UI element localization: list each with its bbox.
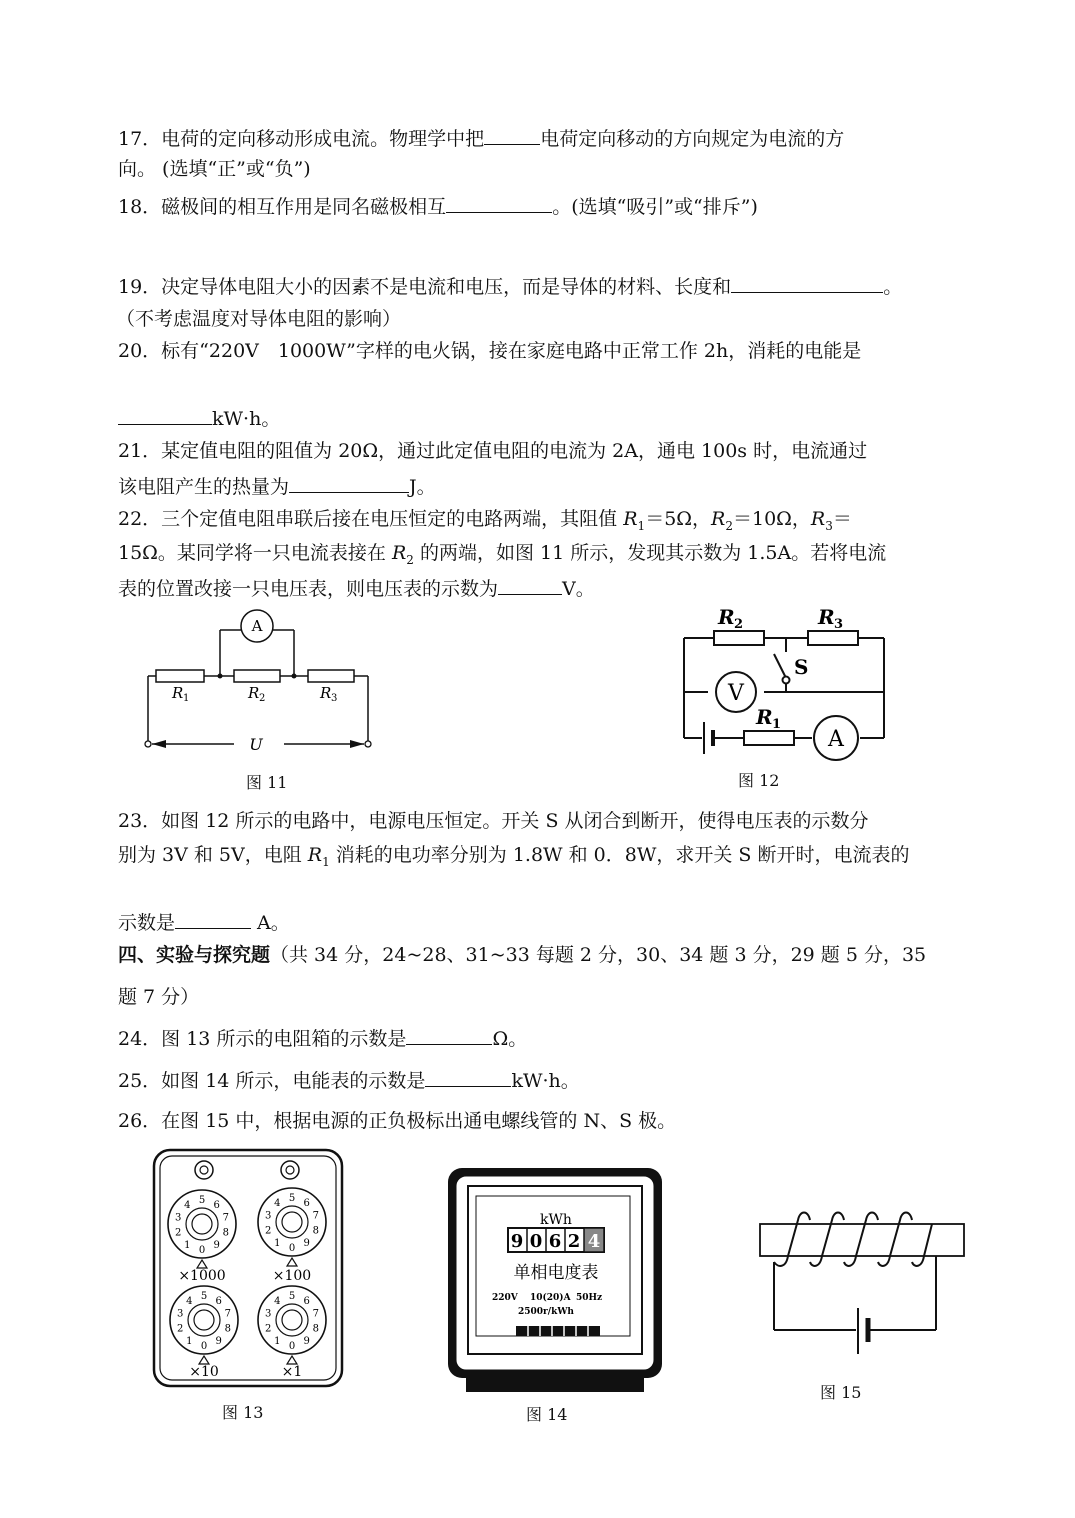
- q21-line2: 该电阻产生的热量为 J。: [118, 472, 436, 500]
- figure-12-circuit: [682, 602, 892, 762]
- figure-15-solenoid: [756, 1206, 976, 1376]
- fig13-dial-digit: 6: [303, 1197, 310, 1209]
- q21-blank[interactable]: [289, 472, 409, 493]
- figure-13-resistance-box: [152, 1148, 352, 1388]
- q18-blank[interactable]: [446, 192, 552, 213]
- q17-blank[interactable]: [484, 124, 540, 145]
- fig13-dial-digit: 7: [222, 1212, 229, 1224]
- fig13-dial-digit: 7: [312, 1308, 319, 1320]
- q19-line1: 19．决定导体电阻大小的因素不是电流和电压，而是导体的材料、长度和 。: [118, 272, 902, 300]
- fig13-dial-digit: 5: [198, 1195, 206, 1206]
- fig13-dial-digit: 4: [186, 1295, 193, 1307]
- figure-15-caption: 图 15: [820, 1383, 862, 1402]
- svg-text:V: V: [728, 681, 744, 706]
- svg-text:单相电度表: 单相电度表: [513, 1263, 599, 1283]
- fig13-dial-digit: 2: [177, 1323, 184, 1335]
- svg-text:A: A: [828, 727, 844, 752]
- fig13-dial-digit: 4: [274, 1197, 281, 1209]
- fig13-dial-digit: 1: [274, 1238, 281, 1250]
- fig13-dial-digit: 9: [303, 1238, 310, 1250]
- fig13-dial-digit: 0: [288, 1243, 296, 1254]
- svg-text:9: 9: [510, 1231, 524, 1252]
- figure-12-caption: 图 12: [738, 771, 780, 790]
- fig13-dial-digit: 3: [265, 1308, 272, 1320]
- fig13-dial-digit: 0: [200, 1341, 208, 1352]
- fig13-dial-digit: 6: [215, 1295, 222, 1307]
- figure-14-energy-meter: [446, 1166, 666, 1396]
- fig13-dial-digit: 5: [200, 1291, 208, 1302]
- q22-blank[interactable]: [498, 574, 562, 595]
- svg-text:3: 3: [834, 617, 844, 632]
- fig13-dial-digit: 8: [312, 1323, 319, 1335]
- svg-text:R: R: [172, 684, 184, 702]
- q22-line2: 15Ω。某同学将一只电流表接在 $R_2$ 的两端，如图 11 所示，发现其示数为 1.5A。若将电流: [118, 542, 887, 567]
- fig13-dial-digit: 5: [288, 1291, 296, 1302]
- svg-text:U: U: [249, 735, 263, 754]
- fig13-dial-digit: 5: [288, 1193, 296, 1204]
- fig13-dial-digit: 7: [312, 1210, 319, 1222]
- fig11-r1-resistor: [156, 670, 204, 682]
- fig12-r1-resistor: [744, 731, 794, 745]
- fig13-dial-digit: 3: [175, 1212, 182, 1224]
- q19-blank[interactable]: [731, 272, 883, 293]
- fig13-dial-digit: 0: [198, 1245, 206, 1256]
- fig13-dial-digit: 8: [224, 1323, 231, 1335]
- q24-blank[interactable]: [406, 1024, 492, 1045]
- q22-line1: 22．三个定值电阻串联后接在电压恒定的电路两端，其阻值 $R_1=5\Omega$，$R_2=10\Omega$，$R_3=$: [118, 508, 852, 533]
- svg-text:10(20)A: 10(20)A: [530, 1293, 571, 1303]
- svg-text:×1: ×1: [281, 1364, 303, 1380]
- svg-text:2: 2: [259, 693, 266, 704]
- svg-text:S: S: [794, 655, 809, 679]
- svg-text:×1000: ×1000: [178, 1268, 226, 1284]
- fig13-dial-digit: 8: [312, 1225, 319, 1237]
- fig13-dial-digit: 4: [184, 1199, 191, 1211]
- fig13-dial-digit: 8: [222, 1227, 229, 1239]
- q24-line: 24．图 13 所示的电阻箱的示数是 Ω。: [118, 1024, 527, 1052]
- fig11-r3-resistor: [308, 670, 354, 682]
- fig13-dial-digit: 1: [274, 1336, 281, 1348]
- q17-line1: 17．电荷的定向移动形成电流。物理学中把 电荷定向移动的方向规定为电流的方: [118, 124, 844, 152]
- q23-line2: 别为 3V 和 5V，电阻 $R_1$ 消耗的电功率分别为 1.8W 和 0．8W，求开关 S 断开时，电流表的: [118, 844, 910, 869]
- q21-line1: 21．某定值电阻的阻值为 20Ω，通过此定值电阻的电流为 2A，通电 100s 时，电流通过: [118, 440, 868, 462]
- fig13-dial-digit: 6: [213, 1199, 220, 1211]
- q20-line2: kW·h。: [118, 404, 280, 432]
- fig13-dial-digit: 2: [265, 1225, 272, 1237]
- fig12-switch: [774, 654, 786, 678]
- fig13-dial-digit: 2: [175, 1227, 182, 1239]
- figure-11-caption: 图 11: [246, 773, 288, 792]
- q19-line2: （不考虑温度对导体电阻的影响）: [116, 308, 402, 330]
- svg-text:×100: ×100: [272, 1268, 312, 1284]
- svg-text:R: R: [320, 684, 332, 702]
- fig13-dial-digit: 9: [303, 1336, 310, 1348]
- svg-text:6: 6: [548, 1231, 562, 1252]
- q22-line3: 表的位置改接一只电压表，则电压表的示数为 V。: [118, 574, 595, 602]
- svg-text:kWh: kWh: [540, 1212, 572, 1228]
- section-4-line1: 四、实验与探究题（共 34 分，24~28、31~33 每题 2 分，30、34 题 3 分，29 题 5 分，35: [118, 944, 927, 966]
- q26-line: 26．在图 15 中，根据电源的正负极标出通电螺线管的 N、S 极。: [118, 1110, 677, 1132]
- fig13-dial-digit: 6: [303, 1295, 310, 1307]
- svg-text:R: R: [756, 705, 773, 729]
- svg-text:×10: ×10: [189, 1364, 219, 1380]
- fig13-dial-digit: 2: [265, 1323, 272, 1335]
- svg-text:50Hz: 50Hz: [576, 1293, 603, 1303]
- q20-line1: 20．标有“220V 1000W”字样的电火锅，接在家庭电路中正常工作 2h，消耗的电能是: [118, 340, 862, 362]
- svg-text:1: 1: [183, 693, 190, 704]
- fig15-core: [760, 1224, 964, 1256]
- q25-blank[interactable]: [425, 1066, 511, 1087]
- svg-text:4: 4: [587, 1231, 601, 1252]
- fig13-dial-digit: 9: [215, 1336, 222, 1348]
- figure-11-circuit: [138, 612, 388, 762]
- q23-blank[interactable]: [175, 908, 251, 929]
- svg-text:0: 0: [529, 1231, 543, 1252]
- q25-line: 25．如图 14 所示，电能表的示数是 kW·h。: [118, 1066, 580, 1094]
- fig13-dial-digit: 4: [274, 1295, 281, 1307]
- q23-line3: 示数是 A。: [118, 908, 290, 936]
- q20-blank[interactable]: [118, 404, 212, 425]
- q17-line2: 向。 (选填“正”或“负”): [118, 158, 311, 180]
- fig12-r2-resistor: [714, 631, 764, 645]
- figure-14-caption: 图 14: [526, 1405, 568, 1424]
- svg-text:1: 1: [772, 717, 782, 732]
- section-4-title: 四、实验与探究题: [118, 944, 271, 966]
- fig11-r2-resistor: [234, 670, 280, 682]
- fig13-dial-digit: 3: [177, 1308, 184, 1320]
- section-4-line2: 题 7 分）: [118, 986, 200, 1008]
- svg-text:R: R: [818, 605, 835, 629]
- figure-13-caption: 图 13: [222, 1403, 264, 1422]
- fig13-dial-digit: 1: [184, 1240, 191, 1252]
- svg-text:2: 2: [567, 1231, 581, 1252]
- fig13-dial-digit: 3: [265, 1210, 272, 1222]
- q18-line: 18．磁极间的相互作用是同名磁极相互 。(选填“吸引”或“排斥”): [118, 192, 758, 220]
- fig12-r3-resistor: [808, 631, 858, 645]
- svg-text:R: R: [248, 684, 260, 702]
- svg-text:3: 3: [331, 693, 338, 704]
- q23-line1: 23．如图 12 所示的电路中，电源电压恒定。开关 S 从闭合到断开，使得电压表的示数分: [118, 810, 869, 832]
- fig13-dial-digit: 1: [186, 1336, 193, 1348]
- fig13-dial-digit: 9: [213, 1240, 220, 1252]
- svg-text:220V: 220V: [492, 1293, 518, 1303]
- svg-text:R: R: [718, 605, 735, 629]
- fig13-dial-digit: 7: [224, 1308, 231, 1320]
- svg-text:A: A: [251, 617, 263, 635]
- fig13-dial-digit: 0: [288, 1341, 296, 1352]
- svg-text:2500r/kWh: 2500r/kWh: [518, 1307, 574, 1317]
- svg-text:2: 2: [734, 617, 744, 632]
